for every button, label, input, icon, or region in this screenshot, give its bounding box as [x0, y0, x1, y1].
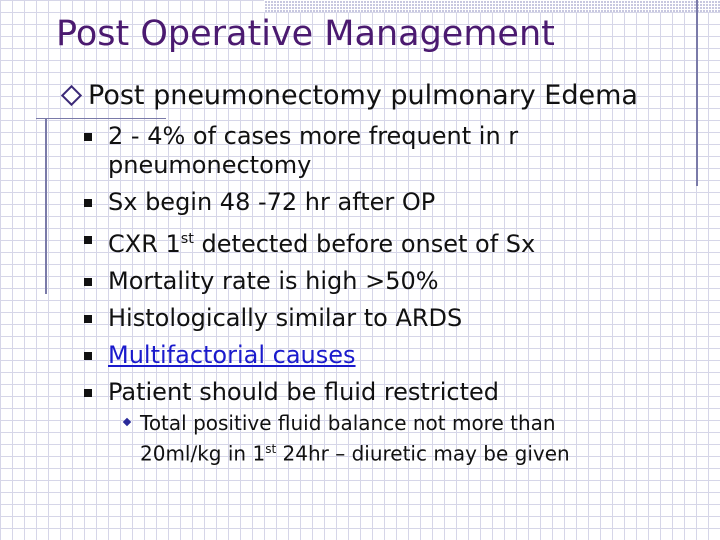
subheading	[58, 80, 638, 111]
square-bullet-icon	[84, 199, 92, 207]
sub-bullet	[124, 410, 640, 467]
bullet-text-post: detected before onset of Sx	[193, 230, 536, 258]
square-bullet-icon	[84, 389, 92, 397]
square-bullet-icon	[84, 133, 92, 141]
left-horizontal-line	[36, 118, 166, 119]
diamond-bullet-icon	[61, 85, 82, 106]
bullet-text: Histologically similar to ARDS	[108, 304, 463, 332]
multifactorial-causes-link[interactable]: Multifactorial causes	[108, 341, 356, 369]
bullet-item	[82, 341, 682, 370]
bullet-item	[82, 225, 682, 259]
bullet-item	[82, 378, 682, 407]
left-vertical-line	[45, 118, 47, 294]
square-bullet-icon	[84, 278, 92, 286]
bullet-text: 2 - 4% of cases more frequent in r pneumonectomy	[108, 122, 519, 179]
right-vertical-line	[696, 0, 698, 186]
sub-bullet-text-sup: st	[265, 442, 277, 456]
slide-title: Post Operative Management	[56, 14, 555, 54]
sub-bullet-text-pre: Total positive fluid balance not more than 20ml/kg in 1	[140, 411, 556, 466]
bullet-text: Mortality rate is high >50%	[108, 267, 439, 295]
small-diamond-bullet-icon	[123, 418, 131, 426]
square-bullet-icon	[84, 315, 92, 323]
bullet-text-sup: st	[180, 231, 194, 247]
bullet-item	[82, 304, 682, 333]
bullet-text: Sx begin 48 -72 hr after OP	[108, 188, 436, 216]
bullet-list	[82, 122, 682, 415]
bullet-item	[82, 267, 682, 296]
bullet-text: Patient should be fluid restricted	[108, 378, 499, 406]
square-bullet-icon	[84, 352, 92, 360]
subheading-text: Post pneumonectomy pulmonary Edema	[88, 80, 638, 111]
sub-bullet-text-post: 24hr – diuretic may be given	[276, 441, 570, 466]
bullet-item	[82, 122, 588, 180]
square-bullet-icon	[84, 236, 92, 244]
bullet-item	[82, 188, 682, 217]
bullet-text-pre: CXR 1	[108, 230, 181, 258]
top-decorative-band	[264, 0, 720, 12]
